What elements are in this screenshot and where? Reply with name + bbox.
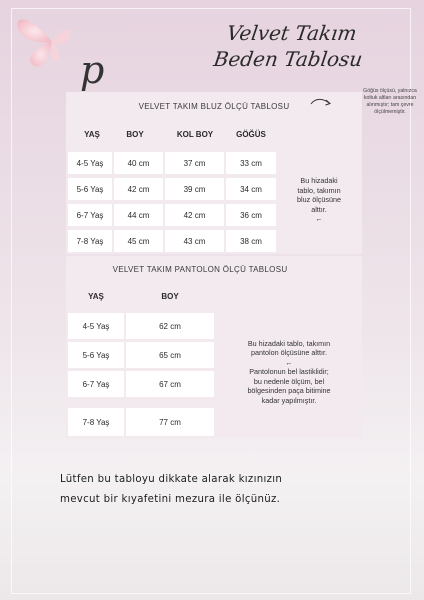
note-line: tablo, takımın (297, 185, 341, 195)
title-line-2: Beden Tablosu (212, 47, 365, 71)
table-cell: 7-8 Yaş (68, 408, 124, 436)
table-cell: 42 cm (114, 178, 163, 200)
blouse-header-length: BOY (126, 130, 144, 139)
pants-side-note (216, 310, 362, 434)
table-cell: 36 cm (226, 204, 276, 226)
table-cell: 38 cm (226, 230, 276, 252)
blouse-size-card (66, 92, 362, 254)
pants-table-title: VELVET TAKIM PANTOLON ÖLÇÜ TABLOSU (112, 265, 288, 274)
note-line: bu nedenle ölçüm, bel (253, 376, 325, 386)
table-cell: 40 cm (114, 152, 163, 174)
note-line: pantolon ölçüsüne alttır. (251, 348, 327, 358)
instruction-line-1: Lütfen bu tabloyu dikkate alarak kızınızın (60, 474, 283, 485)
table-cell: 4-5 Yaş (68, 313, 124, 339)
note-line: Bu hizadaki (300, 176, 338, 186)
table-cell: 6-7 Yaş (68, 204, 112, 226)
table-cell: 65 cm (126, 342, 214, 368)
note-line: Bu hizadaki tablo, takımın (247, 338, 331, 348)
table-cell: 62 cm (126, 313, 214, 339)
table-cell: 37 cm (165, 152, 224, 174)
table-cell: 33 cm (226, 152, 276, 174)
note-line: kadar yapılmıştır. (261, 395, 317, 405)
title-line-1: Velvet Takım (225, 21, 359, 45)
left-arrow-icon: ← (285, 357, 293, 367)
instruction-line-2: mevcut bir kıyafetini mezura ile ölçünüz. (60, 494, 281, 505)
curved-arrow-icon (309, 96, 333, 110)
table-cell: 5-6 Yaş (68, 178, 112, 200)
note-line: bluz ölçüsüne (297, 195, 341, 205)
table-cell: 5-6 Yaş (68, 342, 124, 368)
note-line: bölgesinden paça bitimine (247, 386, 331, 396)
note-line: Pantolonun bel lastiklidir; (249, 367, 329, 377)
pants-size-card (66, 256, 362, 438)
table-cell: 67 cm (126, 371, 214, 397)
table-cell: 39 cm (165, 178, 224, 200)
blouse-header-age: YAŞ (84, 130, 100, 139)
measuring-instructions (60, 470, 370, 510)
table-cell: 6-7 Yaş (68, 371, 124, 397)
table-cell: 45 cm (114, 230, 163, 252)
pants-header-age: YAŞ (88, 292, 104, 301)
left-arrow-icon: ← (315, 214, 323, 224)
table-cell: 34 cm (226, 178, 276, 200)
table-cell: 42 cm (165, 204, 224, 226)
table-cell: 43 cm (165, 230, 224, 252)
pants-header-length: BOY (161, 292, 179, 301)
blouse-table-title: VELVET TAKIM BLUZ ÖLÇÜ TABLOSU (138, 102, 290, 111)
table-cell: 77 cm (126, 408, 214, 436)
page-title (176, 20, 403, 72)
note-line: alttır. (311, 204, 327, 214)
table-cell: 44 cm (114, 204, 163, 226)
blouse-header-chest: GÖĞÜS (236, 130, 266, 139)
brand-logo: p (80, 48, 105, 92)
blouse-header-sleeve: KOL BOY (176, 130, 214, 139)
chest-measure-note: Göğüs ölçüsü, yalnızca koltuk altları arasından alınmıştır; tam çevre ölçülmemiştir. (363, 88, 417, 115)
table-cell: 4-5 Yaş (68, 152, 112, 174)
blouse-side-note (278, 148, 360, 252)
table-cell: 7-8 Yaş (68, 230, 112, 252)
